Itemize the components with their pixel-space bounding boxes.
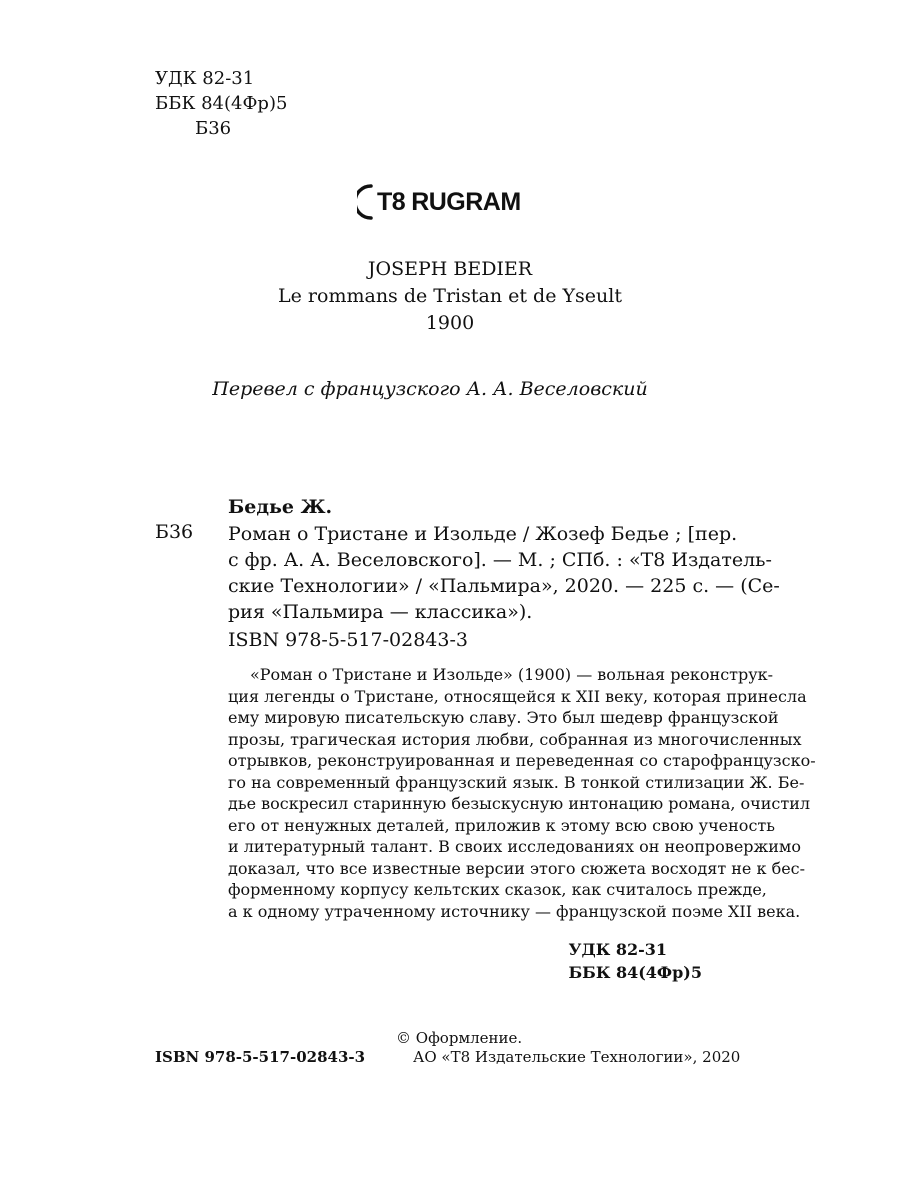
- classification-codes: [155, 66, 287, 141]
- original-author: JOSEPH BEDIER: [367, 258, 533, 280]
- catalog-author-heading: Бедье Ж.: [228, 496, 333, 518]
- logo-rugram: RUGRAM: [411, 187, 521, 216]
- annotation-line: ему мировую писательскую славу. Это был шедевр французской: [228, 708, 779, 727]
- translator-credit: Перевел с французского А. А. Веселовский: [212, 378, 648, 400]
- catalog-line: рия «Пальмира — классика»).: [228, 601, 533, 623]
- copyright-label: © Оформление.: [396, 1029, 523, 1047]
- catalog-record: [228, 521, 780, 625]
- annotation-line: доказал, что все известные версии этого сюжета восходят не к бес-: [228, 858, 806, 878]
- annotation-line: а к одному утраченному источнику — французской поэме XII века.: [228, 901, 801, 921]
- annotation-line: «Роман о Тристане и Изольде» (1900) — вольная реконструк-: [250, 665, 774, 684]
- footer-bbk-code: ББК 84(4Фр)5: [568, 963, 702, 982]
- udk-code: УДК 82-31: [155, 68, 255, 89]
- bbk-code: ББК 84(4Фр)5: [155, 93, 288, 114]
- annotation-line: ция легенды о Тристане, относящейся к XII веку, которая принесла: [228, 686, 807, 706]
- isbn-bottom: ISBN 978-5-517-02843-3: [155, 1048, 366, 1066]
- original-title: Le rommans de Tristan et de Yseult: [278, 285, 622, 307]
- annotation-line: прозы, трагическая история любви, собранная из многочисленных: [228, 729, 802, 749]
- logo-t8: T8: [377, 187, 406, 216]
- original-year: 1900: [425, 312, 475, 334]
- annotation-line: отрывков, реконструированная и переведенная со старофранцузско-: [228, 751, 816, 770]
- annotation-line: го на современный французский язык. В тонкой стилизации Ж. Бе-: [228, 772, 805, 792]
- author-mark: Б36: [195, 118, 232, 139]
- copyright-holder: АО «Т8 Издательские Технологии», 2020: [413, 1048, 741, 1066]
- catalog-author-mark: Б36: [155, 521, 194, 543]
- annotation-line: его от ненужных деталей, приложив к этому всю свою ученость: [228, 815, 775, 835]
- catalog-line: ские Технологии» / «Пальмира», 2020. — 225 с. — (Се-: [228, 575, 780, 597]
- original-edition: [0, 256, 900, 337]
- annotation-line: дье воскресил старинную безыскусную интонацию романа, очистил: [228, 794, 811, 813]
- catalog-isbn: ISBN 978-5-517-02843-3: [228, 629, 468, 651]
- logo-arc-icon: [357, 182, 373, 222]
- catalog-line: с фр. А. А. Веселовского]. — М. ; СПб. : «Т8 Издатель-: [228, 549, 772, 571]
- annotation: [228, 664, 816, 922]
- footer-classification-codes: [568, 938, 702, 984]
- annotation-line: и литературный талант. В своих исследованиях он неопровержимо: [228, 837, 801, 856]
- footer-udk-code: УДК 82-31: [568, 940, 667, 959]
- annotation-line: форменному корпусу кельтских сказок, как считалось прежде,: [228, 880, 767, 899]
- publisher-logo: [357, 180, 521, 224]
- catalog-line: Роман о Тристане и Изольде / Жозеф Бедье ; [пер.: [228, 523, 738, 545]
